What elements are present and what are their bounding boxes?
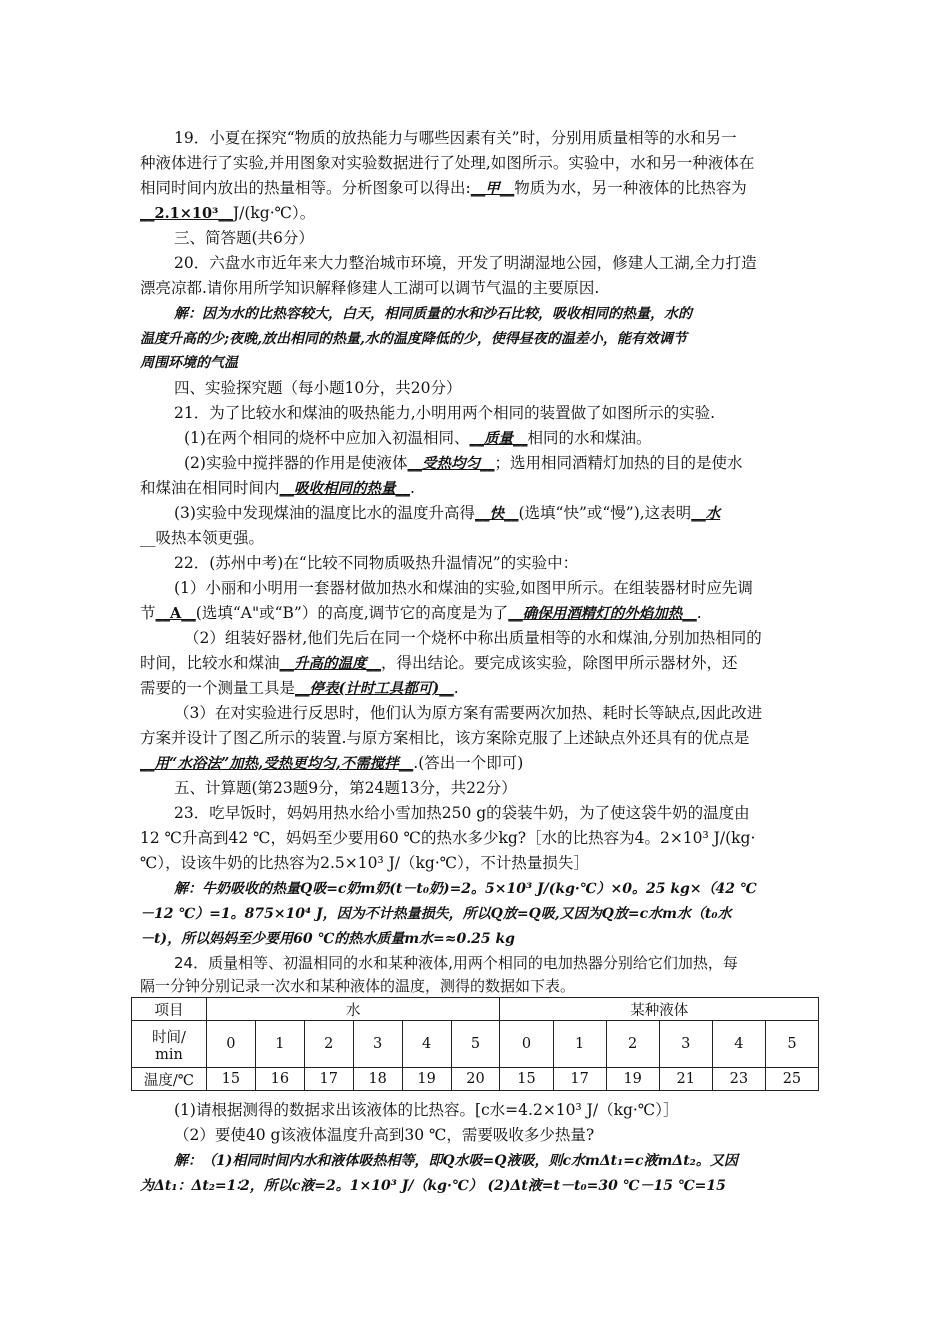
table-cell: 1	[553, 1021, 606, 1068]
q22-line-7: （3）在对实验进行反思时，他们认为原方案有需要两次加热、耗时长等缺点,因此改进	[174, 704, 763, 722]
table-header-water: 水	[206, 998, 500, 1021]
table-cell: 17	[304, 1068, 353, 1091]
q21-line-1: 21．为了比较水和煤油的吸热能力,小明用两个相同的装置做了如图所示的实验.	[174, 404, 716, 422]
table-header-liquid: 某种液体	[500, 998, 819, 1021]
q19-line-4: __2.1×10³__J/(kg·℃）。	[140, 204, 316, 222]
table-row-temperature	[132, 1068, 819, 1091]
q20-solution-2: 温度升高的少;夜晚,放出相同的热量,水的温度降低的少，使得昼夜的温差小，能有效调节	[140, 331, 687, 347]
q22-line-1: 22．(苏州中考)在“比较不同物质吸热升温情况”的实验中：	[174, 554, 579, 572]
table-temp-label: 温度/℃	[132, 1068, 207, 1091]
table-cell: 5	[765, 1021, 818, 1068]
q22-line-2: (1）小丽和小明用一套器材做加热水和煤油的实验,如图甲所示。在组装器材时应先调	[174, 579, 753, 597]
table-cell: 3	[353, 1021, 402, 1068]
table-cell: 4	[402, 1021, 451, 1068]
section-4-heading: 四、实验探究题（每小题10分，共20分）	[174, 379, 462, 397]
q23-solution-3: －t)，所以妈妈至少要用60 ℃的热水质量m水=≈0.25 kg	[140, 931, 515, 947]
table-cell: 2	[304, 1021, 353, 1068]
temperature-table	[131, 997, 819, 1091]
q20-solution-1: 解：因为水的比热容较大，白天，相同质量的水和沙石比较，吸收相同的热量，水的	[174, 306, 692, 322]
table-cell: 17	[553, 1068, 606, 1091]
table-cell: 1	[255, 1021, 304, 1068]
q24-line-4: （2）要使40 g该液体温度升高到30 ℃，需要吸收多少热量?	[174, 1126, 595, 1144]
table-cell: 15	[206, 1068, 255, 1091]
q22-line-5: 时间，比较水和煤油__升高的温度__，得出结论。要完成该实验，除图甲所示器材外，还	[140, 654, 738, 672]
q19-line-1: 19．小夏在探究“物质的放热能力与哪些因素有关”时，分别用质量相等的水和另一	[174, 129, 737, 147]
table-cell: 3	[659, 1021, 712, 1068]
q22-answer-5: __用“水浴法”加热,受热更均匀,不需搅拌__	[140, 755, 414, 772]
q20-line-2: 漂亮凉都.请你用所学知识解释修建人工湖可以调节气温的主要原因.	[140, 279, 600, 297]
q22-line-3: 节__A__(选填“A"或“B”）的高度,调节它的高度是为了__确保用酒精灯的外焰加热__.	[140, 604, 702, 622]
table-row-time	[132, 1021, 819, 1068]
q22-line-4: （2）组装好器材,他们先后在同一个烧杯中称出质量相等的水和煤油,分别加热相同的	[184, 629, 762, 647]
table-cell: 16	[255, 1068, 304, 1091]
q22-answer-1: __A__	[155, 605, 196, 622]
q23-line-2: 12 ℃升高到42 ℃，妈妈至少要用60 ℃的热水多少kg?［水的比热容为4。2×10³ J/(kg·	[140, 829, 756, 847]
table-cell: 15	[500, 1068, 553, 1091]
table-cell: 19	[606, 1068, 659, 1091]
q20-solution-3: 周围环境的气温	[140, 355, 238, 371]
table-cell: 5	[451, 1021, 500, 1068]
q22-line-9: __用“水浴法”加热,受热更均匀,不需搅拌__.(答出一个即可)	[140, 754, 524, 772]
q21-line-5: (3)实验中发现煤油的温度比水的温度升高得__快__(选填“快”或“慢”),这表明__水	[174, 504, 721, 522]
q24-line-2: 隔一分钟分别记录一次水和某种液体的温度，测得的数据如下表。	[140, 977, 576, 995]
q21-line-3: (2)实验中搅拌器的作用是使液体__受热均匀__；选用相同酒精灯加热的目的是使水	[184, 454, 743, 472]
q21-line-4: 和煤油在相同时间内__吸收相同的热量__.	[140, 479, 415, 497]
table-cell: 21	[659, 1068, 712, 1091]
q24-line-1: 24．质量相等、初温相同的水和某种液体,用两个相同的电加热器分别给它们加热，每	[174, 954, 738, 972]
q23-line-1: 23．吃早饭时，妈妈用热水给小雪加热250 g的袋装牛奶，为了使这袋牛奶的温度由	[174, 804, 750, 822]
table-cell: 2	[606, 1021, 659, 1068]
table-cell: 25	[765, 1068, 818, 1091]
q23-line-3: ℃），设该牛奶的比热容为2.5×10³ J/（kg·℃），不计热量损失］	[140, 854, 589, 872]
q21-answer-4: __快__	[474, 505, 519, 522]
q21-answer-2: __受热均匀__	[407, 455, 495, 472]
q20-line-1: 20．六盘水市近年来大力整治城市环境，开发了明湖湿地公园，修建人工湖,全力打造	[174, 254, 757, 272]
q21-answer-1: __质量__	[469, 430, 528, 447]
table-cell: 23	[712, 1068, 765, 1091]
q23-solution-2: －12 ℃）=1。875×10⁴ J，因为不计热量损失，所以Q放=Q吸,又因为Q放=c水m水（t₀水	[140, 906, 732, 922]
table-header-row	[132, 998, 819, 1021]
q21-line-2: (1)在两个相同的烧杯中应加入初温相同、__质量__相同的水和煤油。	[184, 429, 652, 447]
q24-solution-1: 解：（1)相同时间内水和液体吸热相等，即Q水吸=Q液吸，则c水mΔt₁=c液mΔt₂。又因	[174, 1153, 738, 1169]
q21-answer-3: __吸收相同的热量__	[279, 480, 411, 497]
q23-solution-1: 解：牛奶吸收的热量Q吸=c奶m奶(t－t₀奶)=2。5×10³ J/(kg·℃）×0。25 kg×（42 ℃	[174, 881, 757, 897]
section-5-heading: 五、计算题(第23题9分，第24题13分，共22分）	[174, 779, 517, 797]
section-3-heading: 三、简答题(共6分）	[174, 229, 314, 247]
q19-line-2: 种液体进行了实验,并用图象对实验数据进行了处理,如图所示。实验中，水和另一种液体在	[140, 154, 755, 172]
table-cell: 18	[353, 1068, 402, 1091]
q21-line-6: __吸热本领更强。	[140, 529, 265, 547]
q22-line-8: 方案并设计了图乙所示的装置.与原方案相比，该方案除克服了上述缺点外还具有的优点是	[140, 729, 750, 747]
q19-answer-2: __2.1×10³__	[140, 205, 233, 222]
table-cell: 19	[402, 1068, 451, 1091]
q22-answer-4: __停表(计时工具都可)__	[295, 680, 454, 697]
q19-line-3: 相同时间内放出的热量相等。分析图象可以得出:__甲__物质为水，另一种液体的比热容为	[140, 179, 747, 197]
table-time-label: 时间/ min	[132, 1021, 207, 1068]
table-cell: 0	[500, 1021, 553, 1068]
q22-answer-2: __确保用酒精灯的外焰加热__	[508, 605, 697, 622]
q22-line-6: 需要的一个测量工具是__停表(计时工具都可)__.	[140, 679, 459, 697]
q19-answer-1: __甲__	[470, 180, 515, 197]
q24-solution-2: 为Δt₁：Δt₂=1∶2，所以c液=2。1×10³ J/（kg·℃） (2)Δt液=t－t₀=30 ℃－15 ℃=15	[140, 1178, 726, 1194]
table-cell: 0	[206, 1021, 255, 1068]
q21-answer-5: __水	[691, 505, 721, 522]
table-cell: 4	[712, 1021, 765, 1068]
table-cell: 20	[451, 1068, 500, 1091]
q22-answer-3: __升高的温度__	[279, 655, 382, 672]
q24-line-3: (1)请根据测得的数据求出该液体的比热容。[c水=4.2×10³ J/（kg·℃）］	[174, 1101, 679, 1119]
table-header-item: 项目	[132, 998, 207, 1021]
